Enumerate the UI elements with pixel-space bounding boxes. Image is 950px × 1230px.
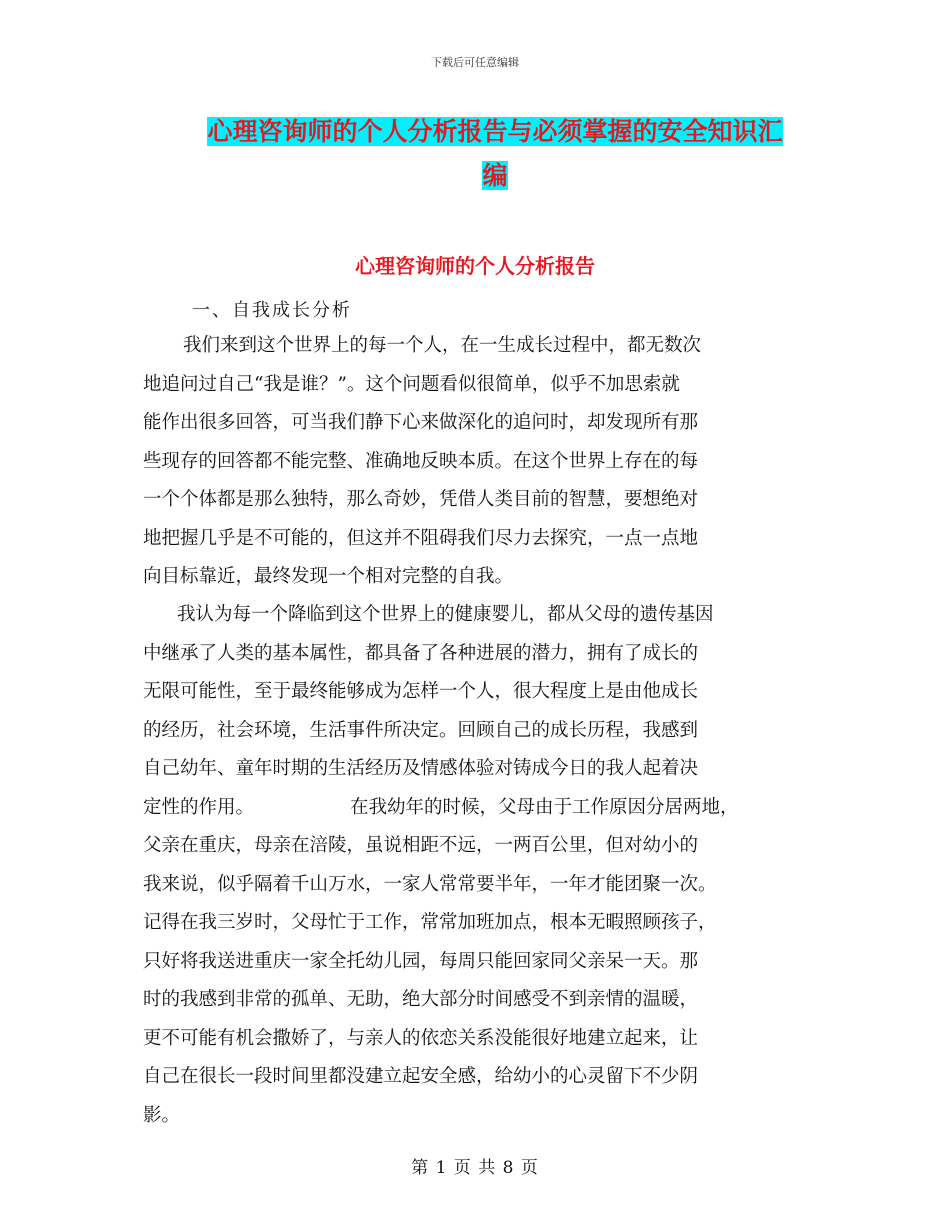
text-line: 自己在很长一段时间里都没建立起安全感，给幼小的心灵留下不少阴: [143, 1066, 699, 1087]
text-line: 地把握几乎是不可能的，但这并不阻碍我们尽力去探究，一点一点地: [143, 527, 699, 549]
text-line: [143, 789, 803, 828]
text-segment: 定性的作用。: [143, 796, 255, 818]
text-line: 向目标靠近，最终发现一个相对完整的自我。: [143, 566, 514, 587]
section-title: 心理咨询师的个人分析报告: [355, 254, 595, 278]
text-line: 只好将我送进重庆一家全托幼儿园，每周只能回家同父亲呆一天。那: [143, 950, 699, 972]
document-title-line-2: 编: [482, 161, 508, 190]
text-line: 的经历，社会环境，生活事件所决定。回顾自己的成长历程，我感到: [143, 719, 699, 741]
text-line: 无限可能性，至于最终能够成为怎样一个人，很大程度上是由他成长: [143, 681, 699, 702]
paragraph-self-growth-intro: [143, 327, 803, 597]
text-line: 记得在我三岁时，父母忙于工作，常常加班加点，根本无暇照顾孩子，: [143, 912, 717, 933]
text-line: 影。: [143, 1104, 181, 1126]
document-title-line-1: 心理咨询师的个人分析报告与必须掌握的安全知识汇: [207, 117, 783, 146]
text-line: 能作出很多回答，可当我们静下心来做深化的追问时，却发现所有那: [143, 412, 699, 433]
text-line: 地追问过自己“我是谁？”。这个问题看似很简单，似乎不加思索就: [143, 373, 680, 395]
text-segment: 在我幼年的时候，父母由于工作原因分居两地，: [350, 796, 739, 818]
subsection-heading: 一、自我成长分析: [192, 300, 352, 321]
text-line: 些现存的回答都不能完整、准确地反映本质。在这个世界上存在的每: [143, 450, 699, 472]
text-line: 时的我感到非常的孤单、无助，绝大部分时间感受不到亲情的温暖，: [143, 989, 699, 1010]
document-title: [150, 110, 840, 198]
header-note: 下载后可任意编辑: [431, 56, 519, 69]
text-line: 我们来到这个世界上的每一个人，在一生成长过程中，都无数次: [183, 335, 702, 356]
paragraph-childhood-experience: [143, 596, 803, 1135]
text-line: 一个个体都是那么独特，那么奇妙，凭借人类目前的智慧，要想绝对: [143, 489, 699, 510]
text-line: 父亲在重庆，母亲在涪陵，虽说相距不远，一两百公里，但对幼小的: [143, 835, 699, 856]
page-number-footer: 第 1 页 共 8 页: [411, 1158, 539, 1178]
text-line: 我认为每一个降临到这个世界上的健康婴儿，都从父母的遗传基因: [177, 604, 714, 625]
text-line: 我来说，似乎隔着千山万水，一家人常常要半年，一年才能团聚一次。: [143, 873, 717, 895]
text-line: 自己幼年、童年时期的生活经历及情感体验对铸成今日的我人起着决: [143, 758, 699, 779]
text-line: 中继承了人类的基本属性，都具备了各种进展的潜力，拥有了成长的: [143, 642, 699, 664]
text-line: 更不可能有机会撒娇了，与亲人的依恋关系没能很好地建立起来，让: [143, 1027, 699, 1049]
